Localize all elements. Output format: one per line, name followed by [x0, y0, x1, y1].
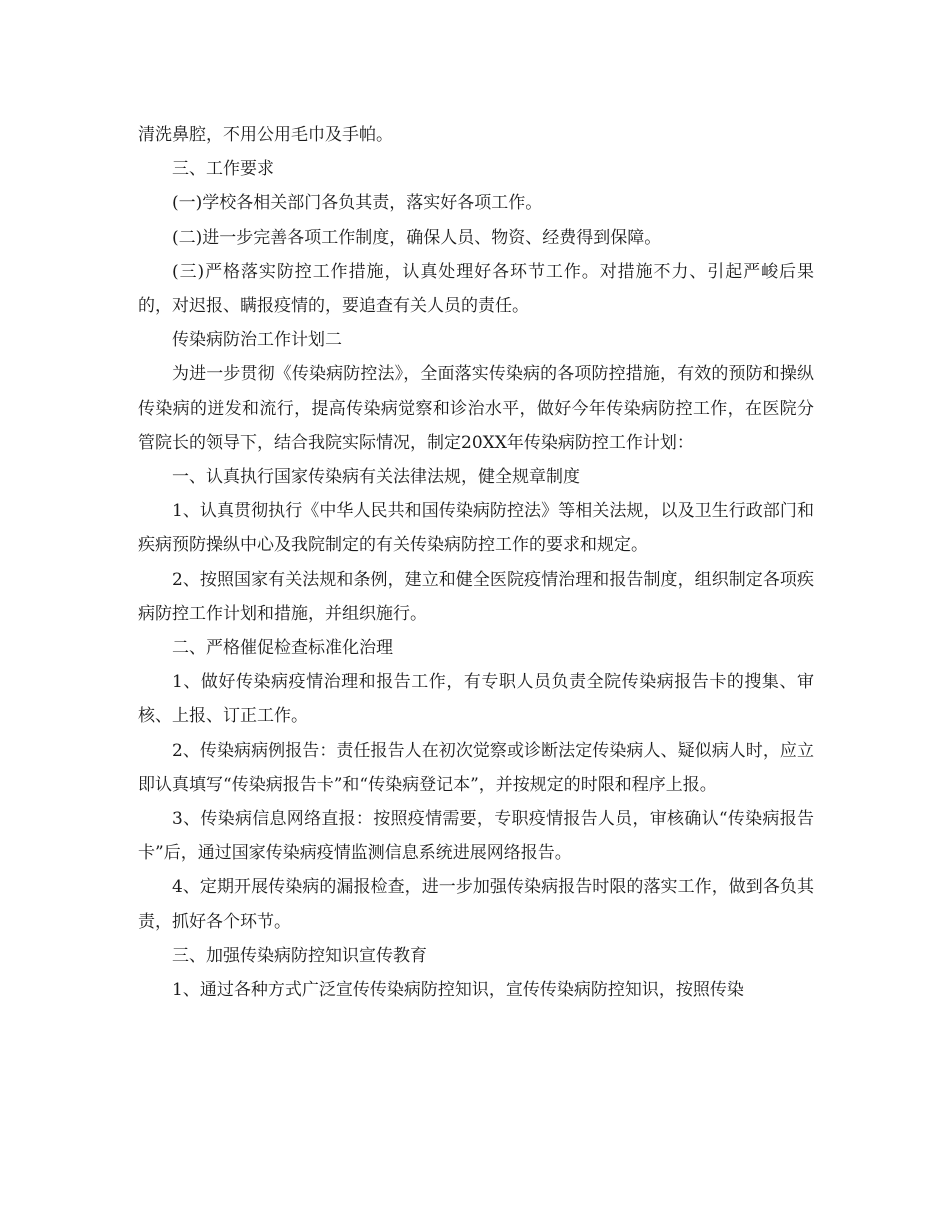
paragraph: 清洗鼻腔，不用公用毛巾及手帕。	[138, 125, 393, 145]
section-heading: 二、严格催促检查标准化治理	[172, 638, 393, 659]
section-heading: 三、工作要求	[172, 159, 274, 180]
paragraph: 1、认真贯彻执行《中华人民共和国传染病防控法》等相关法规，以及卫生行政部门和疾病预防操纵中心及我院制定的有关传染病防控工作的要求和规定。	[138, 501, 814, 556]
document-page	[138, 118, 814, 1007]
section-heading: 一、认真执行国家传染病有关法律法规，健全规章制度	[172, 467, 580, 488]
paragraph: 3、传染病信息网络直报：按照疫情需要，专职疫情报告人员，审核确认“传染病报告卡”后，通过国家传染病疫情监测信息系统进展网络报告。	[138, 809, 814, 864]
section-heading: 三、加强传染病防控知识宣传教育	[172, 945, 427, 966]
paragraph: (三)严格落实防控工作措施，认真处理好各环节工作。对措施不力、引起严峻后果的，对迟报、瞒报疫情的，要追查有关人员的责任。	[138, 261, 814, 317]
paragraph: 2、按照国家有关法规和条例，建立和健全医院疫情治理和报告制度，组织制定各项疾病防控工作计划和措施，并组织施行。	[138, 569, 814, 624]
paragraph: (二)进一步完善各项工作制度，确保人员、物资、经费得到保障。	[172, 227, 662, 248]
document-subtitle: 传染病防治工作计划二	[172, 330, 342, 351]
paragraph: 1、通过各种方式广泛宣传传染病防控知识，宣传传染病防控知识，按照传染	[172, 980, 744, 1001]
paragraph: 1、做好传染病疫情治理和报告工作，有专职人员负责全院传染病报告卡的搜集、审核、上报、订正工作。	[138, 672, 814, 727]
paragraph: (一)学校各相关部门各负其责，落实好各项工作。	[172, 193, 543, 214]
paragraph: 4、定期开展传染病的漏报检查，进一步加强传染病报告时限的落实工作，做到各负其责，抓好各个环节。	[138, 877, 814, 932]
paragraph: 2、传染病病例报告：责任报告人在初次觉察或诊断法定传染病人、疑似病人时，应立即认真填写“传染病报告卡”和“传染病登记本”，并按规定的时限和程序上报。	[138, 740, 814, 795]
paragraph: 为进一步贯彻《传染病防控法》，全面落实传染病的各项防控措施，有效的预防和操纵传染病的迸发和流行，提高传染病觉察和诊治水平，做好今年传染病防控工作，在医院分管院长的领导下，结合我院实际情况，制定20XX年传染病防控工作计划：	[138, 364, 814, 453]
